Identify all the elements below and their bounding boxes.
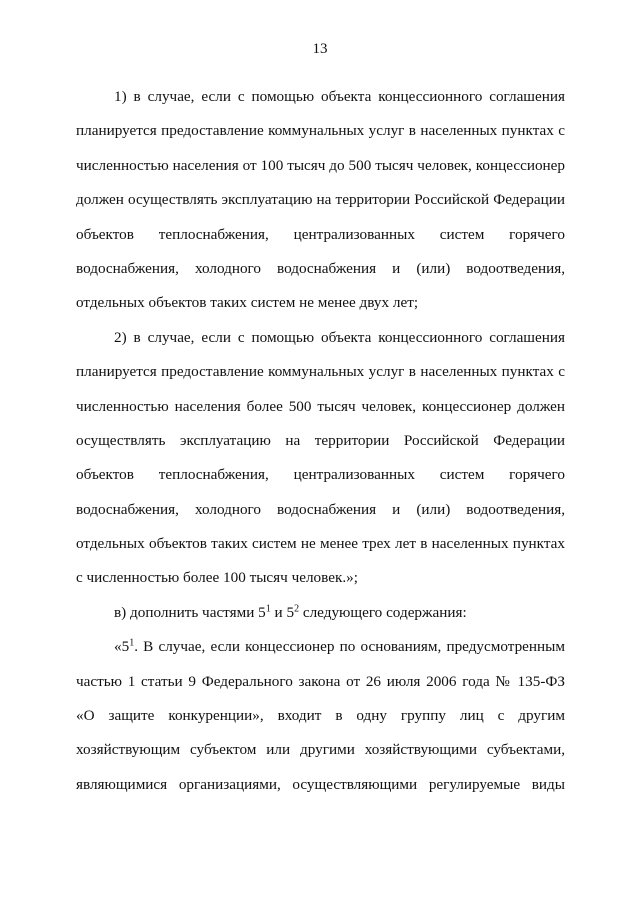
text-line: с численностью более 100 тысяч человек.»;: [76, 569, 358, 587]
superscript: 1: [129, 637, 135, 649]
text-segment: следующего содержания:: [299, 603, 467, 621]
text-line: объектов теплоснабжения, централизованных систем горячего: [76, 225, 565, 243]
paragraph-2: [76, 321, 565, 596]
text-line: хозяйствующим субъектом или другими хозяйствующими субъектами,: [76, 741, 565, 759]
document-body: [76, 80, 565, 802]
superscript: 2: [294, 603, 300, 615]
text-line: должен осуществлять эксплуатацию на территории Российской Федерации: [76, 191, 565, 209]
text-segment: . В случае, если концессионер по основаниям, предусмотренным: [134, 638, 565, 656]
text-line: планируется предоставление коммунальных услуг в населенных пунктах с: [76, 122, 565, 140]
text-line: численностью населения более 500 тысяч человек, концессионер должен: [76, 397, 565, 415]
text-segment: «5: [114, 638, 130, 656]
text-line: [76, 630, 565, 664]
text-line: осуществлять эксплуатацию на территории Российской Федерации: [76, 431, 565, 449]
text-line: водоснабжения, холодного водоснабжения и (или) водоотведения,: [76, 259, 565, 277]
page-number: 13: [312, 41, 328, 57]
text-line: частью 1 статьи 9 Федерального закона от 26 июля 2006 года № 135-ФЗ: [76, 672, 565, 690]
text-line: объектов теплоснабжения, централизованных систем горячего: [76, 466, 565, 484]
text-line: численностью населения от 100 тысяч до 500 тысяч человек, концессионер: [76, 156, 565, 174]
text-line: «О защите конкуренции», входит в одну группу лиц с другим: [76, 707, 565, 725]
superscript: 1: [265, 603, 271, 615]
text-line: 1) в случае, если с помощью объекта концессионного соглашения: [114, 88, 565, 105]
text-line: отдельных объектов таких систем не менее двух лет;: [76, 294, 419, 312]
text-line: отдельных объектов таких систем не менее трех лет в населенных пунктах: [76, 535, 565, 553]
paragraph-4: [76, 630, 565, 802]
text-segment: и 5: [270, 603, 295, 621]
text-line: 2) в случае, если с помощью объекта концессионного соглашения: [114, 328, 565, 346]
text-line: водоснабжения, холодного водоснабжения и (или) водоотведения,: [76, 500, 565, 518]
text-line: [76, 596, 565, 630]
text-line: являющимися организациями, осуществляющими регулируемые виды: [76, 775, 565, 793]
text-line: планируется предоставление коммунальных услуг в населенных пунктах с: [76, 363, 565, 381]
text-segment: в) дополнить частями 5: [114, 603, 266, 621]
paragraph-3: [76, 596, 565, 630]
paragraph-1: [76, 80, 565, 321]
